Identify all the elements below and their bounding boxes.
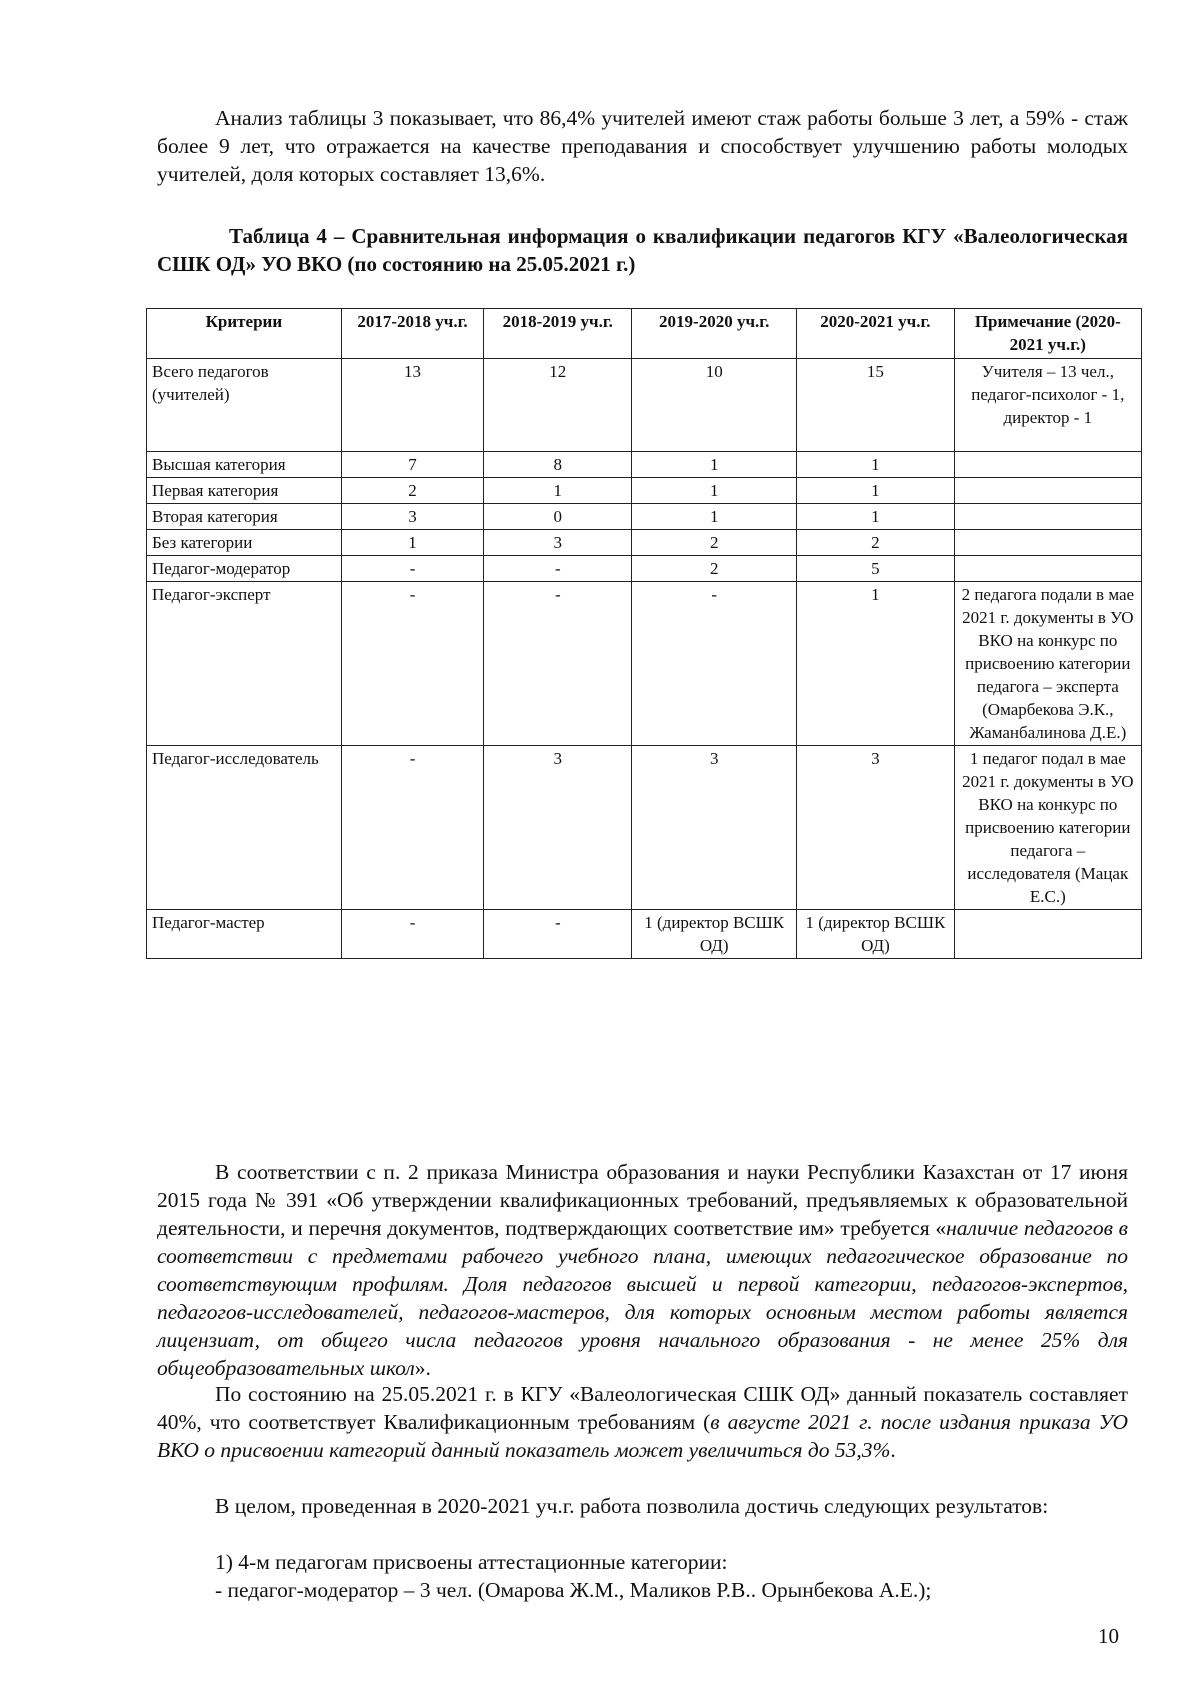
requirements-paragraph	[157, 1158, 1128, 1382]
table-row	[147, 556, 1142, 582]
table-row	[147, 478, 1142, 504]
row-value-2018: 8	[484, 452, 632, 478]
requirements-text: В соответствии с п. 2 приказа Министра образования и науки Республики Казахстан от 17 июня 2015 года № 391 «Об утверждении квалификационных требований, предъявляемых к образовательной деятельности, и перечня документов, подтверждающих соответствие им» требуется «	[157, 1160, 1128, 1240]
row-value-2020: 1 (директор ВСШК ОД)	[797, 910, 954, 959]
row-note	[954, 452, 1141, 478]
row-value-2017: 2	[341, 478, 484, 504]
row-note	[954, 478, 1141, 504]
indicator-note: в августе 2021 г. после издания приказа УО ВКО о присвоении категорий данный показатель может увеличиться до 53,3%	[157, 1410, 1128, 1462]
row-value-2018: -	[484, 556, 632, 582]
row-value-2018: 3	[484, 530, 632, 556]
row-criteria: Всего педагогов (учителей)	[147, 359, 342, 452]
table-row	[147, 910, 1142, 959]
row-value-2018: 12	[484, 359, 632, 452]
row-note: Учителя – 13 чел., педагог-психолог - 1, директор - 1	[954, 359, 1141, 452]
row-criteria: Педагог-исследователь	[147, 746, 342, 910]
header-note: Примечание (2020-2021 уч.г.)	[954, 309, 1141, 359]
requirements-quote-end: ».	[414, 1356, 431, 1380]
row-value-2019: 2	[632, 530, 797, 556]
row-value-2019: -	[632, 582, 797, 746]
row-value-2018: -	[484, 582, 632, 746]
row-value-2019: 1 (директор ВСШК ОД)	[632, 910, 797, 959]
row-note: 1 педагог подал в мае 2021 г. документы в УО ВКО на конкурс по присвоению категории педагога – исследователя (Мацак Е.С.)	[954, 746, 1141, 910]
row-value-2020: 3	[797, 746, 954, 910]
row-value-2017: -	[341, 746, 484, 910]
row-value-2019: 10	[632, 359, 797, 452]
table-header-row	[147, 309, 1142, 359]
table-row	[147, 452, 1142, 478]
row-criteria: Вторая категория	[147, 504, 342, 530]
row-criteria: Первая категория	[147, 478, 342, 504]
page-number: 10	[1098, 1624, 1119, 1648]
row-value-2019: 2	[632, 556, 797, 582]
row-note: 2 педагога подали в мае 2021 г. документы в УО ВКО на конкурс по присвоению категории педагога – эксперта (Омарбекова Э.К., Жаманбалинова Д.Е.)	[954, 582, 1141, 746]
table-row	[147, 746, 1142, 910]
row-value-2017: 3	[341, 504, 484, 530]
header-2019-2020: 2019-2020 уч.г.	[632, 309, 797, 359]
row-value-2017: 1	[341, 530, 484, 556]
row-value-2020: 2	[797, 530, 954, 556]
row-value-2020: 1	[797, 504, 954, 530]
indicator-end: .	[890, 1438, 896, 1462]
row-criteria: Педагог-эксперт	[147, 582, 342, 746]
table-row	[147, 530, 1142, 556]
row-value-2020: 1	[797, 452, 954, 478]
row-value-2019: 1	[632, 478, 797, 504]
row-value-2019: 1	[632, 504, 797, 530]
row-note	[954, 530, 1141, 556]
row-note	[954, 556, 1141, 582]
row-criteria: Педагог-мастер	[147, 910, 342, 959]
intro-paragraph: Анализ таблицы 3 показывает, что 86,4% учителей имеют стаж работы больше 3 лет, а 59% - стаж более 9 лет, что отражается на качестве преподавания и способствует улучшению работы молодых учителей, доля которых составляет 13,6%.	[157, 106, 1128, 186]
row-value-2020: 1	[797, 582, 954, 746]
results-item-1: 1) 4-м педагогам присвоены аттестационные категории:	[215, 1550, 728, 1574]
row-value-2018: -	[484, 910, 632, 959]
header-2017-2018: 2017-2018 уч.г.	[341, 309, 484, 359]
header-2020-2021: 2020-2021 уч.г.	[797, 309, 954, 359]
row-criteria: Высшая категория	[147, 452, 342, 478]
header-criteria: Критерии	[147, 309, 342, 359]
table-caption: Таблица 4 – Сравнительная информация о квалификации педагогов КГУ «Валеологическая СШК ОД» УО ВКО (по состоянию на 25.05.2021 г.)	[157, 224, 1128, 276]
row-value-2019: 1	[632, 452, 797, 478]
row-value-2017: -	[341, 582, 484, 746]
row-value-2018: 3	[484, 746, 632, 910]
row-value-2018: 1	[484, 478, 632, 504]
row-value-2019: 3	[632, 746, 797, 910]
row-value-2017: 7	[341, 452, 484, 478]
row-value-2018: 0	[484, 504, 632, 530]
results-subitem: - педагог-модератор – 3 чел. (Омарова Ж.М., Маликов Р.В.. Орынбекова А.Е.);	[215, 1578, 932, 1602]
row-value-2017: -	[341, 910, 484, 959]
table-row	[147, 582, 1142, 746]
row-value-2017: 13	[341, 359, 484, 452]
row-value-2020: 5	[797, 556, 954, 582]
row-note	[954, 910, 1141, 959]
results-paragraph: В целом, проведенная в 2020-2021 уч.г. работа позволила достичь следующих результатов:	[215, 1494, 1049, 1518]
row-value-2020: 1	[797, 478, 954, 504]
requirements-quote: наличие педагогов в соответствии с предметами рабочего учебного плана, имеющих педагогическое образование по соответствующим профилям. Доля педагогов высшей и первой категории, педагогов-экспертов, педагогов-исследователей, педагогов-мастеров, для которых основным местом работы является лицензиат, от общего числа педагогов уровня начального образования - не менее 25% для общеобразовательных школ	[157, 1216, 1128, 1380]
indicator-paragraph	[157, 1380, 1128, 1464]
header-2018-2019: 2018-2019 уч.г.	[484, 309, 632, 359]
row-criteria: Педагог-модератор	[147, 556, 342, 582]
qualification-table	[146, 308, 1142, 959]
table-row	[147, 359, 1142, 452]
row-value-2020: 15	[797, 359, 954, 452]
row-note	[954, 504, 1141, 530]
row-value-2017: -	[341, 556, 484, 582]
table-row	[147, 504, 1142, 530]
row-criteria: Без категории	[147, 530, 342, 556]
indicator-text: По состоянию на 25.05.2021 г. в КГУ «Валеологическая СШК ОД» данный показатель составляет 40%, что соответствует Квалификационным требованиям (	[157, 1382, 1128, 1434]
